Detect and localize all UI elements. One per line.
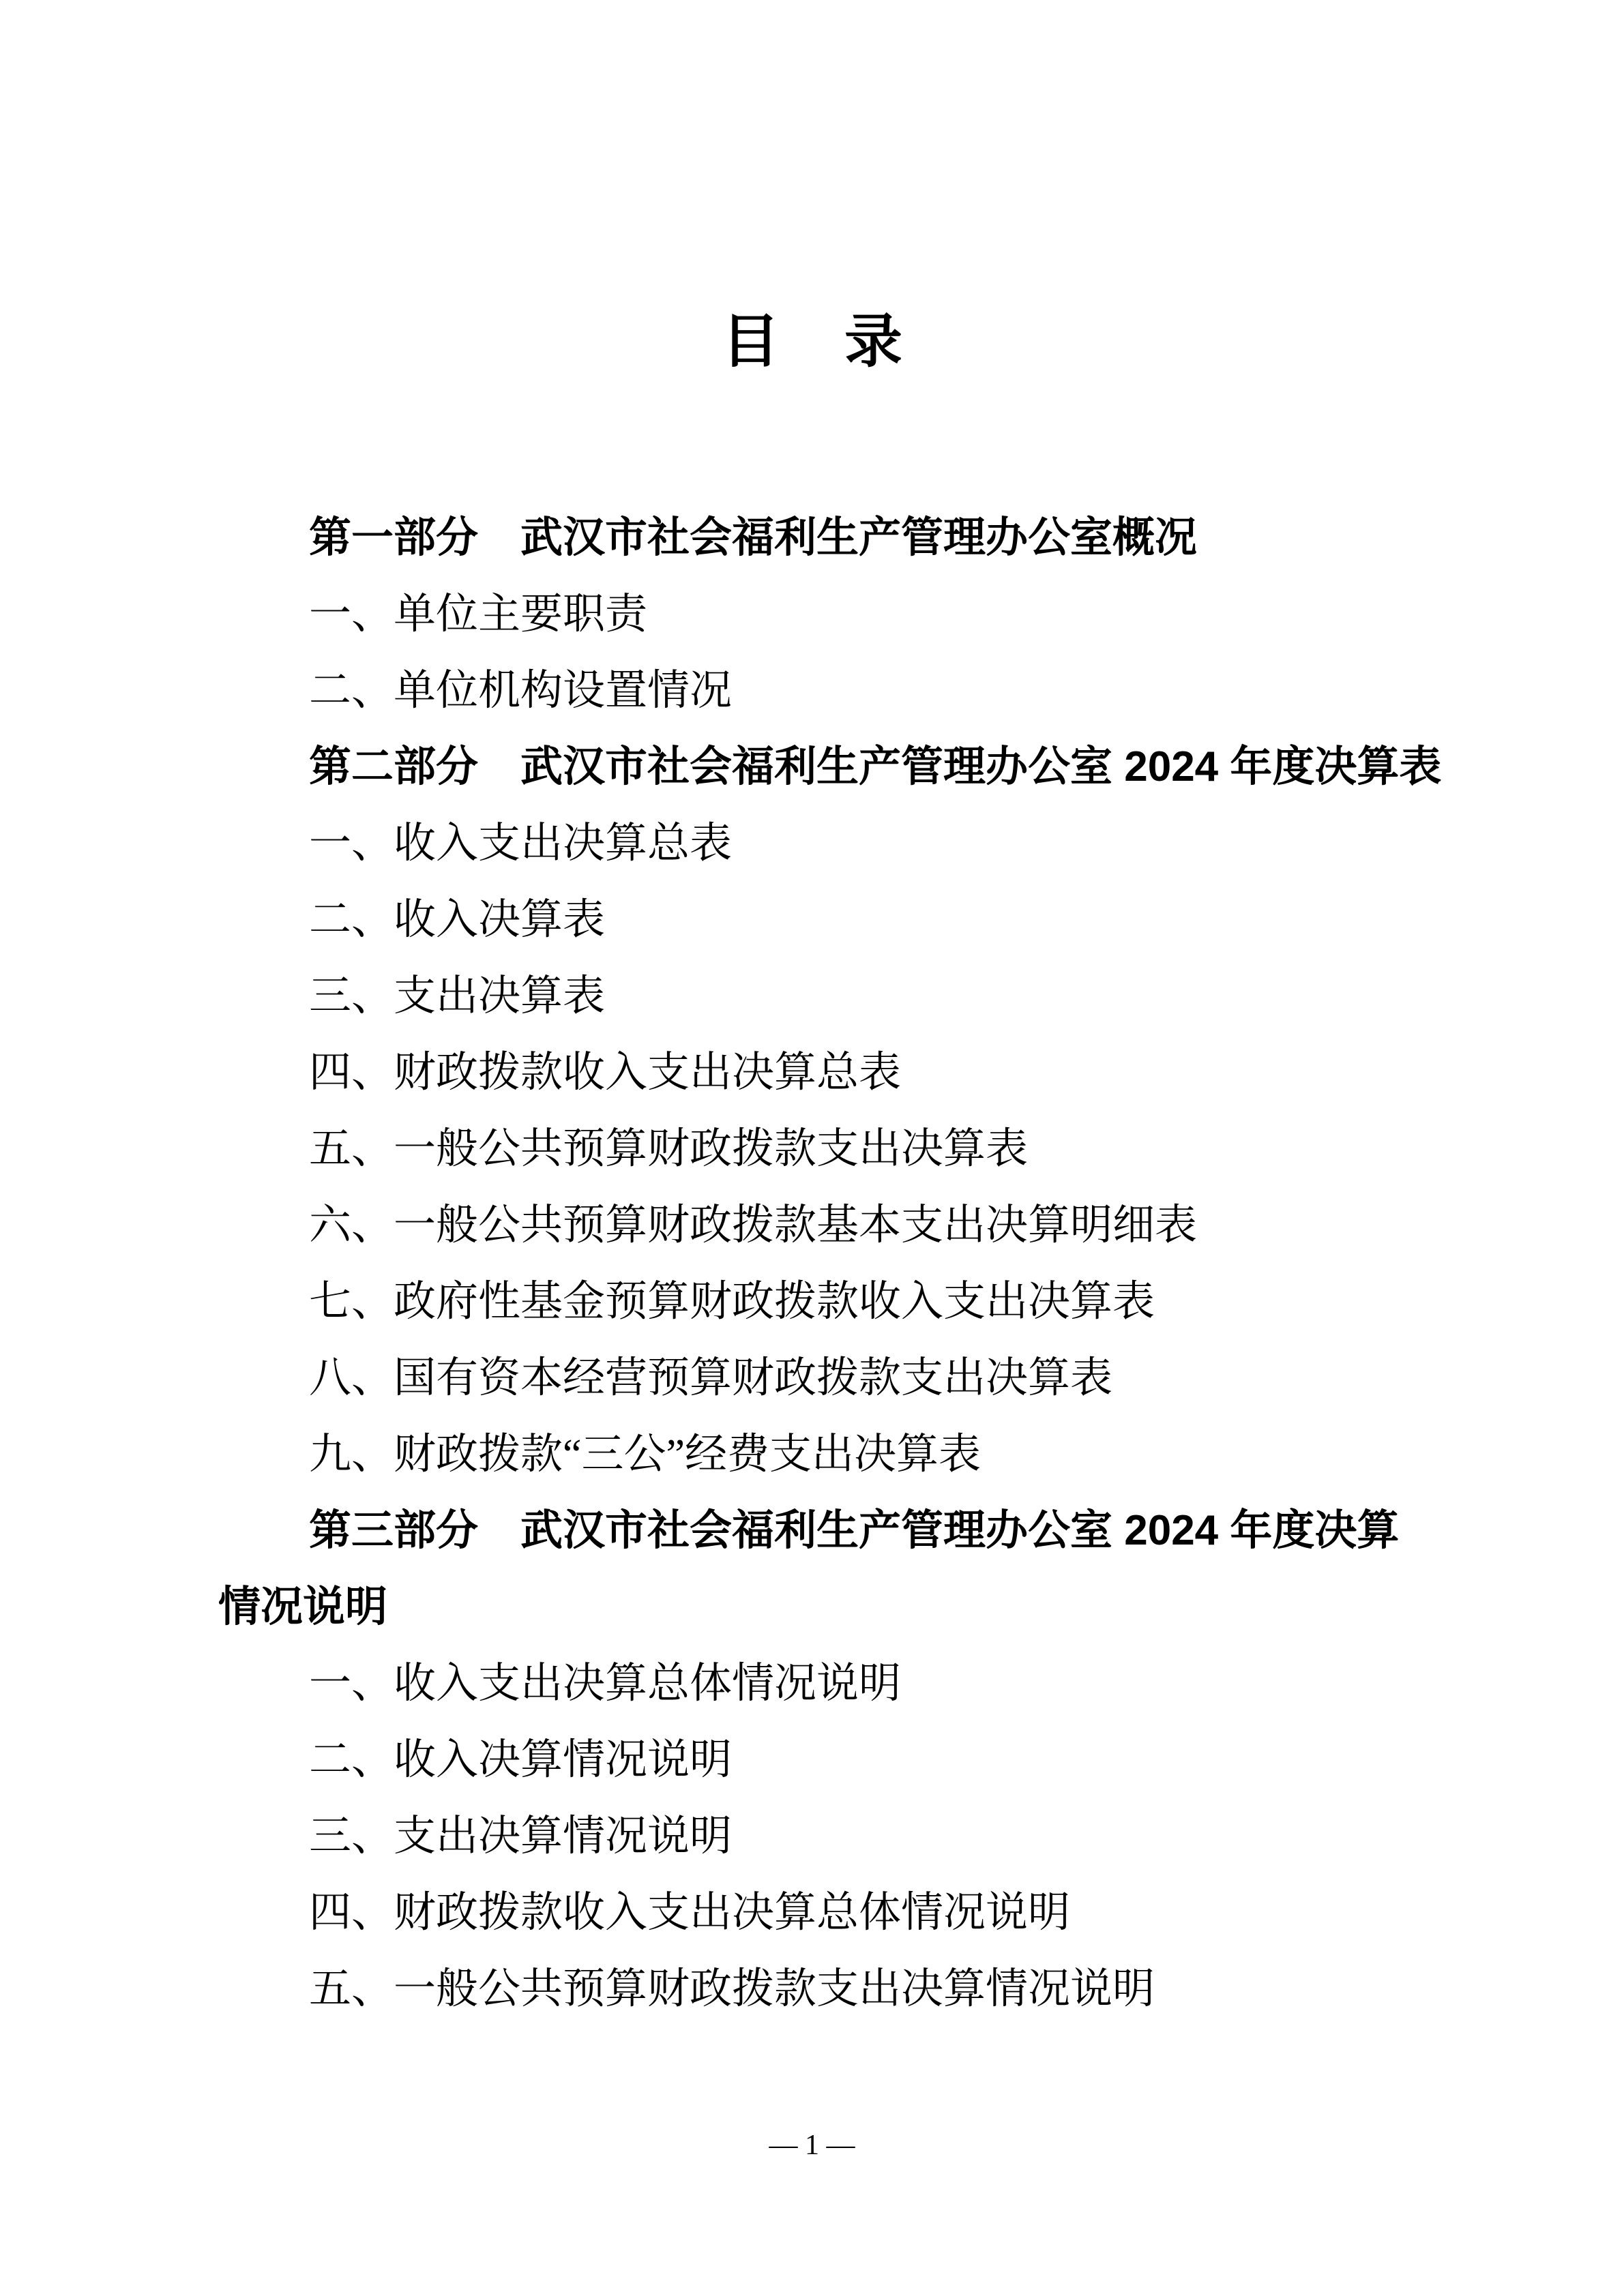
toc-part3-heading-line2: 情况说明	[218, 1583, 388, 1630]
toc-part2-item-1: 一、收入支出决算总表	[309, 820, 733, 867]
toc-part2-item-6: 六、一般公共预算财政拨款基本支出决算明细表	[309, 1202, 1198, 1249]
toc-part2-item-9: 九、财政拨款“三公”经费支出决算表	[309, 1431, 981, 1478]
toc-part3-item-1: 一、收入支出决算总体情况说明	[309, 1660, 902, 1707]
toc-part2-item-8: 八、国有资本经营预算财政拨款支出决算表	[309, 1355, 1113, 1401]
toc-part1-item-2: 二、单位机构设置情况	[309, 668, 733, 714]
toc-part3-item-3: 三、支出决算情况说明	[309, 1813, 733, 1860]
table-of-contents	[218, 500, 1471, 2027]
page-number-label: — 1 —	[769, 2130, 855, 2161]
page-title	[0, 310, 1624, 374]
toc-part1-item-1: 一、单位主要职责	[309, 591, 648, 638]
page-title-char-2: 录	[844, 310, 903, 374]
toc-part2-item-2: 二、收入决算表	[309, 897, 606, 943]
toc-part1-heading: 第一部分 武汉市社会福利生产管理办公室概况	[309, 514, 1198, 561]
toc-part2-item-4: 四、财政拨款收入支出决算总表	[309, 1049, 902, 1096]
toc-part3-item-5: 五、一般公共预算财政拨款支出决算情况说明	[309, 1966, 1155, 2012]
toc-part3-item-4: 四、财政拨款收入支出决算总体情况说明	[309, 1890, 1071, 1936]
toc-part2-heading: 第二部分 武汉市社会福利生产管理办公室 2024 年度决算表	[309, 743, 1442, 790]
toc-part2-item-5: 五、一般公共预算财政拨款支出决算表	[309, 1126, 1029, 1172]
toc-part2-item-3: 三、支出决算表	[309, 973, 606, 1019]
page-title-char-1: 目	[721, 310, 780, 374]
page-number	[0, 2130, 1624, 2160]
toc-part3-item-2: 二、收入决算情况说明	[309, 1737, 733, 1783]
toc-part3-heading-line1: 第三部分 武汉市社会福利生产管理办公室 2024 年度决算	[309, 1507, 1400, 1554]
toc-part2-item-7: 七、政府性基金预算财政拨款收入支出决算表	[309, 1279, 1155, 1325]
